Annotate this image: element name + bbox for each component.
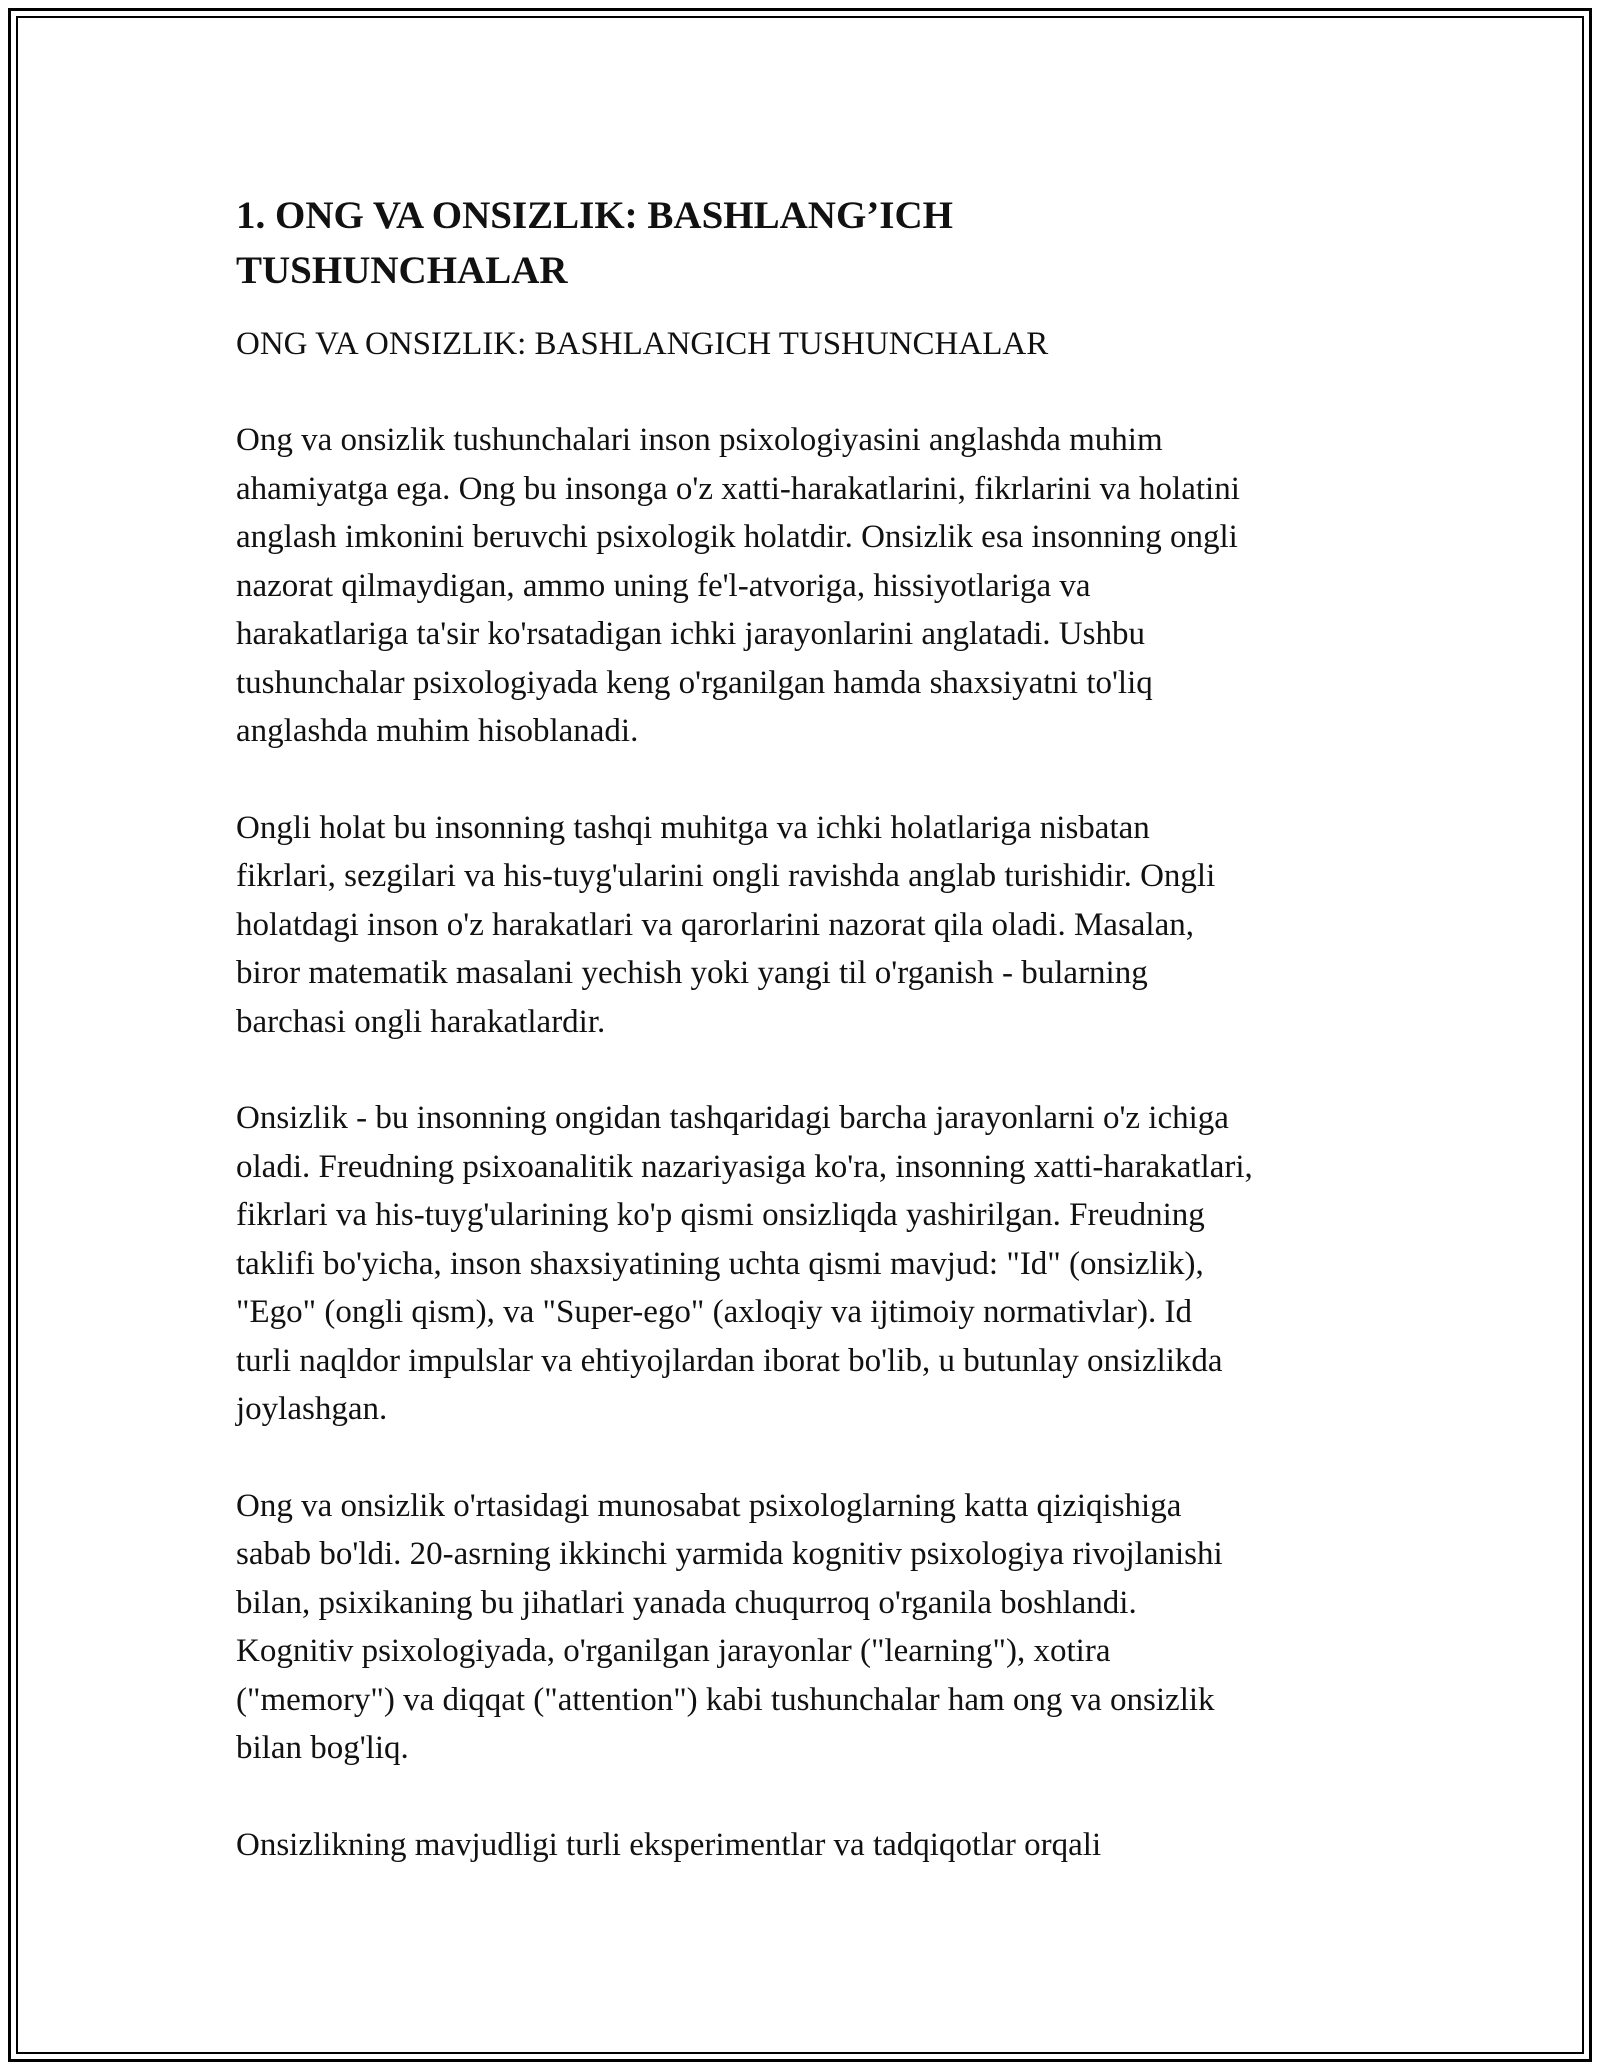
paragraph-line: Ong va onsizlik tushunchalari inson psixologiyasini anglashda muhim [236, 422, 1163, 458]
paragraph-line: Ong va onsizlik o'rtasidagi munosabat psixologlarning katta qiziqishiga [236, 1487, 1182, 1524]
paragraph-line: Kognitiv psixologiyada, o'rganilgan jarayonlar ("learning"), xotira [236, 1633, 1111, 1669]
section-heading [236, 188, 1096, 298]
paragraph-line: holatdagi inson o'z harakatlari va qarorlarini nazorat qila oladi. Masalan, [236, 906, 1194, 943]
paragraph-line: biror matematik masalani yechish yoki yangi til o'rganish - bularning [236, 955, 1148, 991]
paragraph-4 [236, 1482, 1386, 1773]
paragraph-line: barchasi ongli harakatlardir. [236, 1003, 606, 1040]
paragraph-line: sabab bo'ldi. 20-asrning ikkinchi yarmida kognitiv psixologiya rivojlanishi [236, 1536, 1223, 1572]
paragraph-line: ahamiyatga ega. Ong bu insonga o'z xatti-harakatlarini, fikrlarini va holatini [236, 470, 1240, 507]
paragraph-line: fikrlari va his-tuyg'ularining ko'p qismi onsizliqda yashirilgan. Freudning [236, 1197, 1205, 1233]
paragraph-line: nazorat qilmaydigan, ammo uning fe'l-atvoriga, hissiyotlariga va [236, 567, 1091, 604]
paragraph-line: fikrlari, sezgilari va his-tuyg'ularini ongli ravishda anglab turishidir. Ongli [236, 858, 1216, 894]
document-body [236, 188, 1386, 1869]
paragraph-line: tushunchalar psixologiyada keng o'rganilgan hamda shaxsiyatni to'liq [236, 664, 1153, 701]
paragraph-line: joylashgan. [236, 1391, 388, 1427]
paragraph-line: oladi. Freudning psixoanalitik nazariyasiga ko'ra, insonning xatti-harakatlari, [236, 1148, 1253, 1185]
paragraph-2 [236, 804, 1386, 1047]
paragraph-5 [236, 1821, 1386, 1870]
paragraph-line: harakatlariga ta'sir ko'rsatadigan ichki jarayonlarini anglatadi. Ushbu [236, 616, 1145, 652]
paragraph-line: bilan, psixikaning bu jihatlari yanada chuqurroq o'rganila boshlandi. [236, 1584, 1137, 1621]
section-subheading: ONG VA ONSIZLIK: BASHLANGICH TUSHUNCHALAR [236, 326, 1049, 362]
section-heading-line: TUSHUNCHALAR [236, 249, 568, 292]
paragraph-line: ("memory") va diqqat ("attention") kabi tushunchalar ham ong va onsizlik [236, 1681, 1215, 1718]
paragraph-line: bilan bog'liq. [236, 1730, 409, 1766]
paragraph-line: anglash imkonini beruvchi psixologik holatdir. Onsizlik esa insonning ongli [236, 519, 1238, 555]
paragraph-line: "Ego" (ongli qism), va "Super-ego" (axloqiy va ijtimoiy normativlar). Id [236, 1294, 1192, 1330]
paragraph-3 [236, 1094, 1386, 1434]
paragraph-line: taklifi bo'yicha, inson shaxsiyatining uchta qismi mavjud: "Id" (onsizlik), [236, 1245, 1204, 1282]
paragraph-line: anglashda muhim hisoblanadi. [236, 713, 639, 749]
paragraph-1 [236, 416, 1386, 756]
paragraph-line: Ongli holat bu insonning tashqi muhitga va ichki holatlariga nisbatan [236, 809, 1150, 846]
paragraph-line: Onsizlik - bu insonning ongidan tashqaridagi barcha jarayonlarni o'z ichiga [236, 1100, 1229, 1136]
paragraph-line: turli naqldor impulslar va ehtiyojlardan iborat bo'lib, u butunlay onsizlikda [236, 1342, 1223, 1379]
section-heading-line: 1. ONG VA ONSIZLIK: BASHLANG’ICH [236, 194, 953, 237]
paragraph-line: Onsizlikning mavjudligi turli eksperimentlar va tadqiqotlar orqali [236, 1826, 1102, 1863]
